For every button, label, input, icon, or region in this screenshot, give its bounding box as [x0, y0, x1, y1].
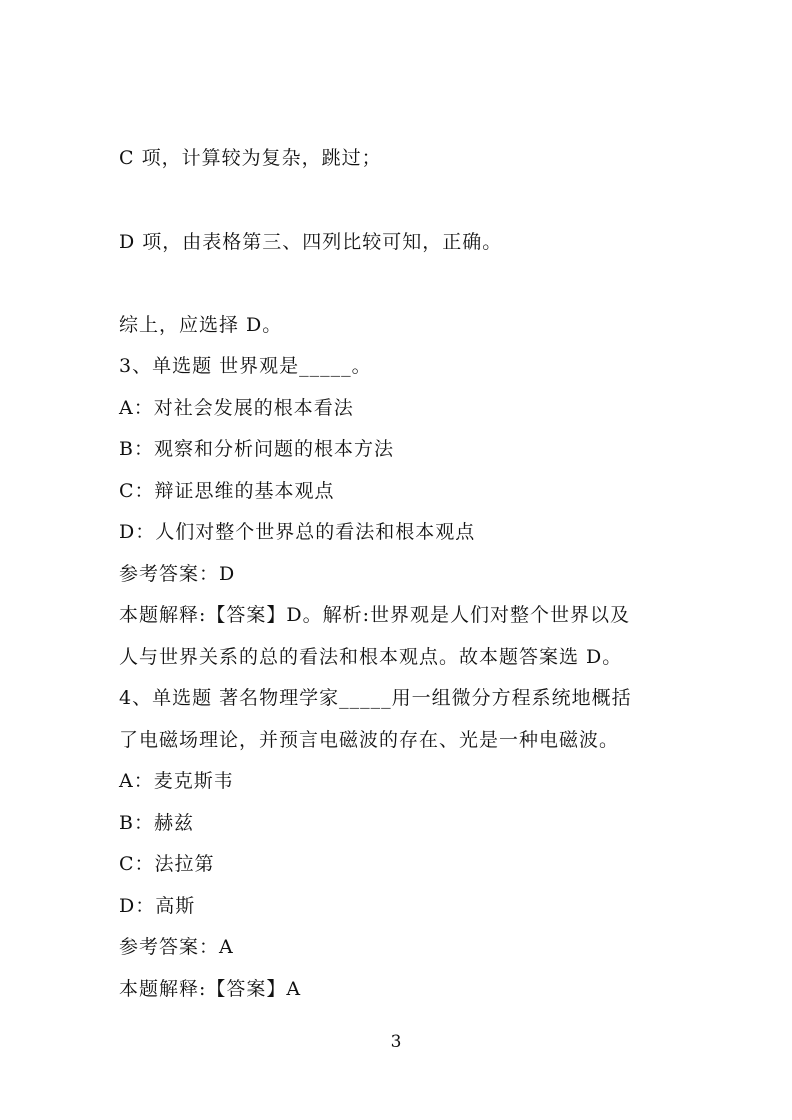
text-line-conclusion: 综上，应选择 D。 [119, 314, 283, 336]
question-4-stem-line-2: 了电磁场理论，并预言电磁波的存在、光是一种电磁波。 [119, 729, 620, 751]
question-3-option-d: D：人们对整个世界总的看法和根本观点 [119, 521, 476, 543]
question-4-option-d: D：高斯 [119, 895, 196, 917]
question-4-explanation: 本题解释:【答案】A [119, 978, 302, 1000]
question-3-option-c: C：辩证思维的基本观点 [119, 480, 335, 502]
text-line-option-d-analysis: D 项，由表格第三、四列比较可知，正确。 [119, 231, 503, 253]
page-number: 3 [390, 1032, 402, 1052]
text-line-option-c-analysis: C 项，计算较为复杂，跳过； [119, 147, 382, 169]
question-3-option-b: B：观察和分析问题的根本方法 [119, 438, 394, 460]
question-4-option-a: A：麦克斯韦 [119, 770, 234, 792]
question-4-option-b: B：赫兹 [119, 812, 194, 834]
question-4-answer: 参考答案：A [119, 936, 234, 958]
question-4-option-c: C：法拉第 [119, 853, 215, 875]
question-3-explanation-line-1: 本题解释:【答案】D。解析:世界观是人们对整个世界以及 [119, 604, 631, 626]
question-3-answer: 参考答案：D [119, 563, 236, 585]
question-4-stem-line-1: 4、单选题 著名物理学家_____用一组微分方程系统地概括 [119, 687, 632, 709]
question-3-stem: 3、单选题 世界观是_____。 [119, 355, 372, 377]
question-3-option-a: A：对社会发展的根本看法 [119, 397, 354, 419]
question-3-explanation-line-2: 人与世界关系的总的看法和根本观点。故本题答案选 D。 [119, 646, 623, 668]
